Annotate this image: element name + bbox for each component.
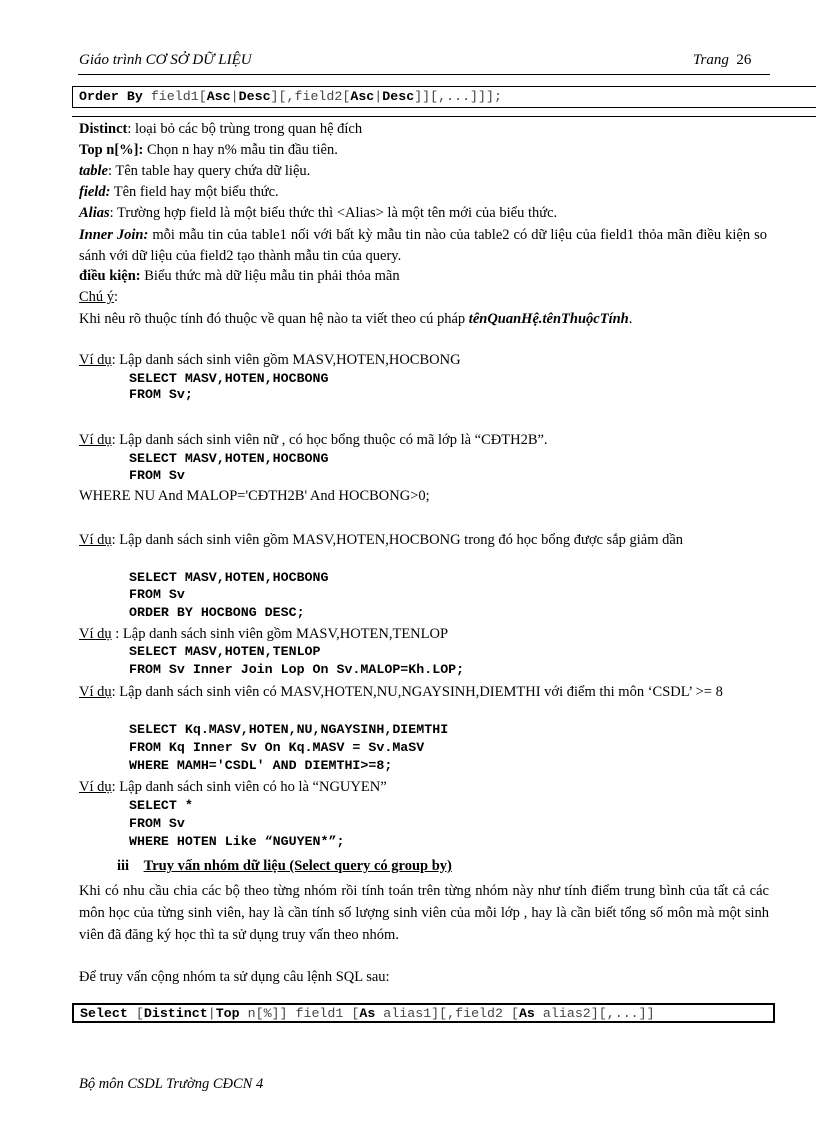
group-by-intro: Để truy vấn cộng nhóm ta sử dụng câu lệnh SQL sau:	[79, 969, 390, 985]
header-title: Giáo trình CƠ SỞ DỮ LIỆU	[79, 52, 252, 68]
def-alias: Alias: Trường hợp field là một biểu thức thì <Alias> là một tên mới của biểu thức.	[79, 205, 558, 221]
def-table: table: Tên table hay query chứa dữ liệu.	[79, 163, 311, 179]
example-5-code-3: WHERE MAMH='CSDL' AND DIEMTHI>=8;	[129, 758, 393, 773]
note-label: Chú ý:	[79, 289, 119, 305]
def-condition: điều kiện: Biểu thức mà dữ liệu mẫu tin phải thỏa mãn	[79, 268, 400, 284]
example-3: Ví dụ: Lập danh sách sinh viên gồm MASV,HOTEN,HOCBONG trong đó học bổng được sắp giảm dần	[79, 532, 684, 548]
example-1-code-2: FROM Sv;	[129, 387, 193, 402]
def-field: field: Tên field hay một biểu thức.	[79, 184, 279, 200]
example-5-code-2: FROM Kq Inner Sv On Kq.MASV = Sv.MaSV	[129, 740, 425, 755]
example-6-code-3: WHERE HOTEN Like “NGUYEN*”;	[129, 834, 345, 849]
syntax-rule	[72, 116, 816, 117]
example-2-code-2: FROM Sv	[129, 468, 185, 483]
example-6-code-2: FROM Sv	[129, 816, 185, 831]
header-rule	[78, 74, 770, 75]
example-3-code-2: FROM Sv	[129, 587, 185, 602]
select-group-syntax-box: Select [Distinct|Top n[%]] field1 [As alias1][,field2 [As alias2][,...]]	[72, 1003, 775, 1023]
example-2-where: WHERE NU And MALOP='CĐTH2B' And HOCBONG>0;	[79, 488, 430, 504]
page-number: Trang 26	[693, 52, 752, 68]
example-4-code-2: FROM Sv Inner Join Lop On Sv.MALOP=Kh.LOP;	[129, 662, 465, 677]
example-3-code-1: SELECT MASV,HOTEN,HOCBONG	[129, 570, 329, 585]
example-5-code-1: SELECT Kq.MASV,HOTEN,NU,NGAYSINH,DIEMTHI	[129, 722, 449, 737]
example-6-code-1: SELECT *	[129, 798, 193, 813]
order-by-syntax-box: Order By field1[Asc|Desc][,field2[Asc|Desc]][,...]]];	[72, 86, 816, 108]
note-text: Khi nêu rõ thuộc tính đó thuộc về quan hệ nào ta viết theo cú pháp tênQuanHệ.tênThuộcTính.	[79, 311, 633, 327]
def-inner-join: Inner Join: mỗi mẫu tin của table1 nối với bất kỳ mẫu tin nào của table2 có dữ liệu của field1 thỏa mãn điều kiện so sánh với dữ liệu của field2 tạo thành mẫu tin của query.	[79, 227, 767, 264]
example-5: Ví dụ: Lập danh sách sinh viên có MASV,HOTEN,NU,NGAYSINH,DIEMTHI với điểm thi môn ‘CSDL’ >= 8	[79, 684, 723, 700]
example-4: Ví dụ : Lập danh sách sinh viên gồm MASV,HOTEN,TENLOP	[79, 626, 449, 642]
def-distinct: Distinct: loại bỏ các bộ trùng trong quan hệ đích	[79, 121, 363, 137]
def-top: Top n[%]: Chọn n hay n% mẫu tin đầu tiên.	[79, 142, 338, 158]
example-6: Ví dụ: Lập danh sách sinh viên có ho là “NGUYEN”	[79, 779, 387, 795]
footer: Bộ môn CSDL Trường CĐCN 4	[79, 1076, 264, 1092]
section-heading: iii Truy vấn nhóm dữ liệu (Select query có group by)	[117, 858, 452, 874]
group-by-paragraph: Khi có nhu cầu chia các bộ theo từng nhóm rồi tính toán trên từng nhóm này như tính điểm trung bình của tất cả các môn học của từng sinh viên, hay là cần tính số lượng sinh viên của mỗi lớp , hay là cần biết tổng số môn mà một sinh viên đã đăng ký học thì ta sử dụng truy vấn theo nhóm.	[79, 883, 769, 943]
example-2-code-1: SELECT MASV,HOTEN,HOCBONG	[129, 451, 329, 466]
example-2: Ví dụ: Lập danh sách sinh viên nữ , có học bổng thuộc có mã lớp là “CĐTH2B”.	[79, 432, 548, 448]
example-3-code-3: ORDER BY HOCBONG DESC;	[129, 605, 305, 620]
example-1-code-1: SELECT MASV,HOTEN,HOCBONG	[129, 371, 329, 386]
example-4-code-1: SELECT MASV,HOTEN,TENLOP	[129, 644, 321, 659]
example-1: Ví dụ: Lập danh sách sinh viên gồm MASV,HOTEN,HOCBONG	[79, 352, 461, 368]
